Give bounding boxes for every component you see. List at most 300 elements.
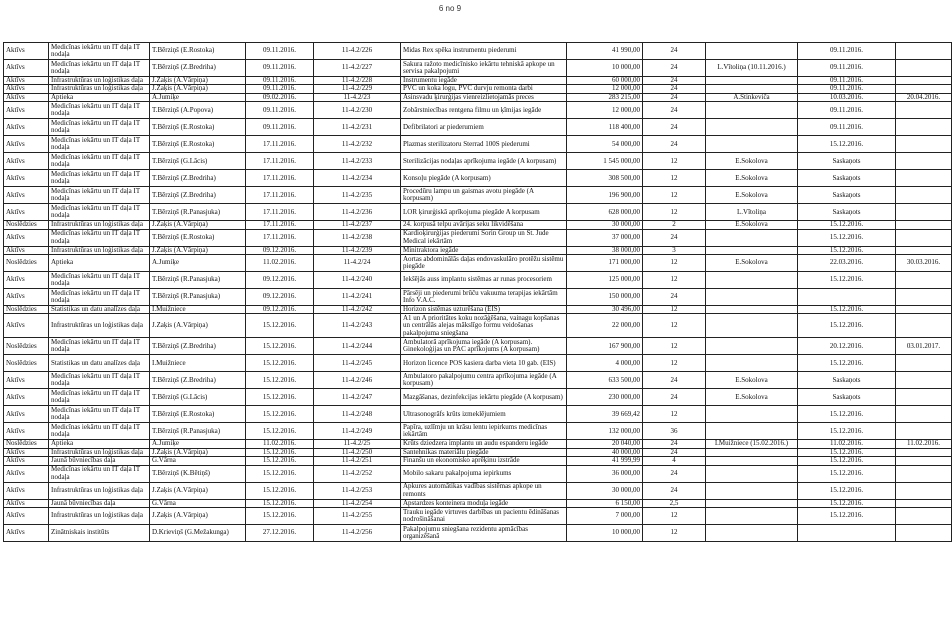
reg-number-cell: 11-4.2/247 <box>314 389 401 406</box>
date-cell: 15.12.2016. <box>246 423 314 440</box>
approver-cell <box>706 102 798 119</box>
approver-cell <box>706 499 798 507</box>
responsible-cell: I.Muižniece <box>150 355 246 372</box>
department-cell: Medicīnas iekārtu un IT daļa IT nodaļa <box>49 187 150 204</box>
approval-date-cell: 15.12.2016. <box>798 448 896 456</box>
reg-number-cell: 11-4.2/238 <box>314 229 401 246</box>
reg-number-cell: 11-4.2/228 <box>314 77 401 85</box>
term-cell: 24 <box>643 448 706 456</box>
date-cell: 11.02.2016. <box>246 255 314 272</box>
subject-cell: Santehnikas materiālu piegāde <box>401 448 567 456</box>
approval-date-cell: 15.12.2016. <box>798 482 896 499</box>
table-row <box>4 389 952 406</box>
closed-date-cell <box>896 314 952 338</box>
term-cell: 12 <box>643 508 706 525</box>
department-cell: Aptieka <box>49 440 150 448</box>
department-cell: Medicīnas iekārtu un IT daļa IT nodaļa <box>49 272 150 289</box>
closed-date-cell <box>896 170 952 187</box>
subject-cell: Apkures automātikas vadības sistēmas apkope un remonts <box>401 482 567 499</box>
status-cell: Aktīvs <box>4 372 49 389</box>
responsible-cell: T.Bērziņš (E.Rostoka) <box>150 229 246 246</box>
subject-cell: Kardioķirurģijas piederumi Sorin Group un St. Jude Medical iekārtām <box>401 229 567 246</box>
closed-date-cell <box>896 246 952 254</box>
status-cell: Aktīvs <box>4 43 49 60</box>
responsible-cell: T.Bērziņš (A.Popova) <box>150 102 246 119</box>
responsible-cell: J.Zaķis (A.Vārpiņa) <box>150 221 246 229</box>
table-row <box>4 60 952 77</box>
subject-cell: Procedūru lampu un gaismas avotu piegāde (A korpusam) <box>401 187 567 204</box>
amount-cell: 118 400,00 <box>567 119 643 136</box>
approver-cell: E.Sokolova <box>706 255 798 272</box>
subject-cell: Ultrasonogrāfs krūts izmeklējumiem <box>401 406 567 423</box>
approval-date-cell: 15.12.2016. <box>798 272 896 289</box>
closed-date-cell <box>896 221 952 229</box>
department-cell: Medicīnas iekārtu un IT daļa IT nodaļa <box>49 170 150 187</box>
approval-date-cell: 15.12.2016. <box>798 465 896 482</box>
reg-number-cell: 11-4.2/25 <box>314 440 401 448</box>
subject-cell: Zobārstniecības rentgena filmu un ķīmijas iegāde <box>401 102 567 119</box>
closed-date-cell <box>896 448 952 456</box>
status-cell: Aktīvs <box>4 170 49 187</box>
closed-date-cell <box>896 423 952 440</box>
reg-number-cell: 11-4.2/248 <box>314 406 401 423</box>
status-cell: Aktīvs <box>4 204 49 221</box>
term-cell: 12 <box>643 170 706 187</box>
subject-cell: Aortas abdominālās daļas endovaskulāro protēžu sistēmu piegāde <box>401 255 567 272</box>
closed-date-cell <box>896 372 952 389</box>
responsible-cell: T.Bērziņš (Z.Bredriha) <box>150 60 246 77</box>
status-cell: Noslēdzies <box>4 255 49 272</box>
subject-cell: 24. korpusā telpu avārijas seku likvidēšana <box>401 221 567 229</box>
amount-cell: 633 500,00 <box>567 372 643 389</box>
date-cell: 17.11.2016. <box>246 229 314 246</box>
department-cell: Medicīnas iekārtu un IT daļa IT nodaļa <box>49 102 150 119</box>
term-cell: 12 <box>643 255 706 272</box>
status-cell: Aktīvs <box>4 465 49 482</box>
reg-number-cell: 11-4.2/239 <box>314 246 401 254</box>
closed-date-cell <box>896 153 952 170</box>
approver-cell: E.Sokolova <box>706 170 798 187</box>
subject-cell: A1 un A prioritātes koku nozāģēšana, vainagu kopšanas un centrālās alejas mākslīgo formu veidošanas pakalpojuma sniegšana <box>401 314 567 338</box>
amount-cell: 38 000,00 <box>567 246 643 254</box>
term-cell: 24 <box>643 289 706 306</box>
department-cell: Statistikas un datu analīzes daļa <box>49 306 150 314</box>
approver-cell <box>706 43 798 60</box>
department-cell: Medicīnas iekārtu un IT daļa IT nodaļa <box>49 229 150 246</box>
closed-date-cell <box>896 355 952 372</box>
amount-cell: 30 000,00 <box>567 482 643 499</box>
approver-cell: L.Vītoliņa <box>706 204 798 221</box>
approver-cell <box>706 448 798 456</box>
department-cell: Medicīnas iekārtu un IT daļa IT nodaļa <box>49 153 150 170</box>
status-cell: Noslēdzies <box>4 440 49 448</box>
closed-date-cell <box>896 499 952 507</box>
term-cell: 36 <box>643 423 706 440</box>
subject-cell: Mobilo sakaru pakalpojuma iepirkums <box>401 465 567 482</box>
approver-cell <box>706 272 798 289</box>
amount-cell: 10 000,00 <box>567 60 643 77</box>
approver-cell <box>706 355 798 372</box>
approver-cell <box>706 423 798 440</box>
approval-date-cell: 15.12.2016. <box>798 457 896 465</box>
subject-cell: Konsoļu piegāde (A korpusam) <box>401 170 567 187</box>
status-cell: Aktīvs <box>4 482 49 499</box>
responsible-cell: G.Vārna <box>150 499 246 507</box>
responsible-cell: J.Zaķis (A.Vārpiņa) <box>150 482 246 499</box>
amount-cell: 171 000,00 <box>567 255 643 272</box>
status-cell: Aktīvs <box>4 448 49 456</box>
closed-date-cell <box>896 525 952 542</box>
subject-cell: Midas Rex spēka instrumentu piederumi <box>401 43 567 60</box>
subject-cell: Pārsēji un piederumi brūču vakuuma terapijas iekārtām Info V.A.C. <box>401 289 567 306</box>
status-cell: Aktīvs <box>4 85 49 93</box>
closed-date-cell <box>896 119 952 136</box>
reg-number-cell: 11-4.2/246 <box>314 372 401 389</box>
status-cell: Aktīvs <box>4 153 49 170</box>
approver-cell <box>706 508 798 525</box>
amount-cell: 37 000,00 <box>567 229 643 246</box>
responsible-cell: T.Bērziņš (Z.Bredriha) <box>150 187 246 204</box>
approver-cell: E.Sokolova <box>706 153 798 170</box>
department-cell: Jaunā būvniecības daļa <box>49 457 150 465</box>
approver-cell <box>706 406 798 423</box>
responsible-cell: T.Bērziņš (Z.Bredriha) <box>150 338 246 355</box>
reg-number-cell: 11-4.2/249 <box>314 423 401 440</box>
date-cell: 09.11.2016. <box>246 43 314 60</box>
responsible-cell: T.Bērziņš (R.Panasjuka) <box>150 289 246 306</box>
reg-number-cell: 11-4.2/243 <box>314 314 401 338</box>
responsible-cell: J.Zaķis (A.Vārpiņa) <box>150 508 246 525</box>
term-cell: 24 <box>643 229 706 246</box>
responsible-cell: T.Bērziņš (E.Rostoka) <box>150 43 246 60</box>
amount-cell: 283 215,00 <box>567 93 643 101</box>
table-row <box>4 221 952 229</box>
approver-cell <box>706 457 798 465</box>
subject-cell: Sakura ražoto medicīnisko iekārtu tehniskā apkope un servisa pakalpojumi <box>401 60 567 77</box>
reg-number-cell: 11-4.2/232 <box>314 136 401 153</box>
approver-cell: E.Sokolova <box>706 187 798 204</box>
status-cell: Aktīvs <box>4 508 49 525</box>
department-cell: Infrastruktūras un loģistikas daļa <box>49 85 150 93</box>
responsible-cell: I.Muižniece <box>150 306 246 314</box>
approver-cell <box>706 525 798 542</box>
date-cell: 15.12.2016. <box>246 355 314 372</box>
subject-cell: Sterilizācijas nodaļas aprīkojuma iegāde (A korpusam) <box>401 153 567 170</box>
subject-cell: Minitraktora iegāde <box>401 246 567 254</box>
approval-date-cell: 09.11.2016. <box>798 60 896 77</box>
amount-cell: 54 000,00 <box>567 136 643 153</box>
status-cell: Aktīvs <box>4 246 49 254</box>
term-cell: 24 <box>643 93 706 101</box>
closed-date-cell <box>896 60 952 77</box>
term-cell: 24 <box>643 372 706 389</box>
date-cell: 15.12.2016. <box>246 457 314 465</box>
reg-number-cell: 11-4.2/245 <box>314 355 401 372</box>
status-cell: Noslēdzies <box>4 306 49 314</box>
reg-number-cell: 11-4.2/253 <box>314 482 401 499</box>
date-cell: 09.12.2016. <box>246 306 314 314</box>
amount-cell: 132 000,00 <box>567 423 643 440</box>
reg-number-cell: 11-4.2/244 <box>314 338 401 355</box>
department-cell: Medicīnas iekārtu un IT daļa IT nodaļa <box>49 406 150 423</box>
amount-cell: 41 990,00 <box>567 43 643 60</box>
approver-cell <box>706 465 798 482</box>
table-row <box>4 119 952 136</box>
date-cell: 11.02.2016. <box>246 440 314 448</box>
status-cell: Aktīvs <box>4 423 49 440</box>
term-cell: 12 <box>643 153 706 170</box>
approval-date-cell: 09.11.2016. <box>798 85 896 93</box>
date-cell: 09.12.2016. <box>246 289 314 306</box>
responsible-cell: T.Bērziņš (Z.Bredriha) <box>150 372 246 389</box>
reg-number-cell: 11-4.2/241 <box>314 289 401 306</box>
reg-number-cell: 11-4.2/240 <box>314 272 401 289</box>
closed-date-cell <box>896 457 952 465</box>
amount-cell: 125 000,00 <box>567 272 643 289</box>
approver-cell: I.Muižniece (15.02.2016.) <box>706 440 798 448</box>
status-cell: Aktīvs <box>4 457 49 465</box>
amount-cell: 30 000,00 <box>567 221 643 229</box>
responsible-cell: T.Bērziņš (K.Bētiņš) <box>150 465 246 482</box>
approval-date-cell: 15.12.2016. <box>798 246 896 254</box>
approver-cell: E.Sokolova <box>706 372 798 389</box>
approval-date-cell: Saskaņots <box>798 187 896 204</box>
responsible-cell: T.Bērziņš (G.Lācis) <box>150 389 246 406</box>
date-cell: 15.12.2016. <box>246 372 314 389</box>
table-row <box>4 43 952 60</box>
date-cell: 15.12.2016. <box>246 508 314 525</box>
table-row <box>4 406 952 423</box>
approval-date-cell: 15.12.2016. <box>798 406 896 423</box>
term-cell: 24 <box>643 43 706 60</box>
approval-date-cell: 11.02.2016. <box>798 440 896 448</box>
status-cell: Aktīvs <box>4 406 49 423</box>
closed-date-cell <box>896 229 952 246</box>
closed-date-cell <box>896 187 952 204</box>
department-cell: Infrastruktūras un loģistikas daļa <box>49 508 150 525</box>
responsible-cell: T.Bērziņš (R.Panasjuka) <box>150 272 246 289</box>
status-cell: Noslēdzies <box>4 338 49 355</box>
approval-date-cell: 22.03.2016. <box>798 255 896 272</box>
reg-number-cell: 11-4.2/235 <box>314 187 401 204</box>
amount-cell: 7 000,00 <box>567 508 643 525</box>
approval-date-cell <box>798 289 896 306</box>
reg-number-cell: 11-4.2/24 <box>314 255 401 272</box>
status-cell: Aktīvs <box>4 389 49 406</box>
amount-cell: 41 999,99 <box>567 457 643 465</box>
closed-date-cell <box>896 272 952 289</box>
department-cell: Medicīnas iekārtu un IT daļa IT nodaļa <box>49 43 150 60</box>
department-cell: Medicīnas iekārtu un IT daļa IT nodaļa <box>49 372 150 389</box>
term-cell: 12 <box>643 204 706 221</box>
reg-number-cell: 11-4.2/252 <box>314 465 401 482</box>
reg-number-cell: 11-4.2/251 <box>314 457 401 465</box>
table-row <box>4 246 952 254</box>
closed-date-cell <box>896 306 952 314</box>
approver-cell <box>706 314 798 338</box>
amount-cell: 150 000,00 <box>567 289 643 306</box>
reg-number-cell: 11-4.2/255 <box>314 508 401 525</box>
term-cell: 24 <box>643 389 706 406</box>
department-cell: Medicīnas iekārtu un IT daļa IT nodaļa <box>49 338 150 355</box>
amount-cell: 40 000,00 <box>567 448 643 456</box>
department-cell: Medicīnas iekārtu un IT daļa IT nodaļa <box>49 389 150 406</box>
table-row <box>4 525 952 542</box>
date-cell: 09.12.2016. <box>246 246 314 254</box>
responsible-cell: T.Bērziņš (R.Panasjuka) <box>150 204 246 221</box>
amount-cell: 22 000,00 <box>567 314 643 338</box>
approver-cell <box>706 289 798 306</box>
department-cell: Zinātniskais institūts <box>49 525 150 542</box>
reg-number-cell: 11-4.2/242 <box>314 306 401 314</box>
table-row <box>4 170 952 187</box>
department-cell: Infrastruktūras un loģistikas daļa <box>49 448 150 456</box>
amount-cell: 10 000,00 <box>567 525 643 542</box>
reg-number-cell: 11-4.2/256 <box>314 525 401 542</box>
reg-number-cell: 11-4.2/254 <box>314 499 401 507</box>
amount-cell: 308 500,00 <box>567 170 643 187</box>
amount-cell: 196 900,00 <box>567 187 643 204</box>
subject-cell: Iekšējās auss implantu sistēmas ar runas procesoriem <box>401 272 567 289</box>
term-cell: 4 <box>643 457 706 465</box>
term-cell: 24 <box>643 440 706 448</box>
approver-cell <box>706 136 798 153</box>
department-cell: Medicīnas iekārtu un IT daļa IT nodaļa <box>49 289 150 306</box>
subject-cell: Mazgāšanas, dezinfekcijas iekārtu piegāde (A korpusam) <box>401 389 567 406</box>
date-cell: 17.11.2016. <box>246 204 314 221</box>
responsible-cell: T.Bērziņš (G.Lācis) <box>150 153 246 170</box>
term-cell: 24 <box>643 77 706 85</box>
approver-cell: E.Sokolova <box>706 389 798 406</box>
reg-number-cell: 11-4.2/227 <box>314 60 401 77</box>
date-cell: 17.11.2016. <box>246 187 314 204</box>
approval-date-cell: 15.12.2016. <box>798 508 896 525</box>
approval-date-cell: 15.12.2016. <box>798 423 896 440</box>
approval-date-cell: Saskaņots <box>798 153 896 170</box>
table-row <box>4 306 952 314</box>
table-row <box>4 187 952 204</box>
status-cell: Aktīvs <box>4 136 49 153</box>
term-cell: 24 <box>643 136 706 153</box>
subject-cell: Trauku iegāde virtuves darbības un pacientu ēdināšanas nodrošināšanai <box>401 508 567 525</box>
date-cell: 15.12.2016. <box>246 314 314 338</box>
approval-date-cell: Saskaņots <box>798 372 896 389</box>
amount-cell: 6 150,00 <box>567 499 643 507</box>
department-cell: Medicīnas iekārtu un IT daļa IT nodaļa <box>49 60 150 77</box>
responsible-cell: G.Vārna <box>150 457 246 465</box>
approver-cell <box>706 306 798 314</box>
reg-number-cell: 11-4.2/226 <box>314 43 401 60</box>
term-cell: 12 <box>643 355 706 372</box>
department-cell: Aptieka <box>49 255 150 272</box>
department-cell: Medicīnas iekārtu un IT daļa IT nodaļa <box>49 119 150 136</box>
closed-date-cell <box>896 43 952 60</box>
table-row <box>4 136 952 153</box>
department-cell: Infrastruktūras un loģistikas daļa <box>49 246 150 254</box>
responsible-cell: T.Bērziņš (R.Panasjuka) <box>150 423 246 440</box>
responsible-cell: J.Zaķis (A.Vārpiņa) <box>150 448 246 456</box>
amount-cell: 230 000,00 <box>567 389 643 406</box>
date-cell: 09.11.2016. <box>246 102 314 119</box>
responsible-cell: A.Jumiķe <box>150 440 246 448</box>
table-row <box>4 229 952 246</box>
status-cell: Aktīvs <box>4 229 49 246</box>
closed-date-cell: 30.03.2016. <box>896 255 952 272</box>
subject-cell: Papīra, uzlīmju un krāsu lentu iepirkums medicīnas iekārtām <box>401 423 567 440</box>
status-cell: Aktīvs <box>4 187 49 204</box>
date-cell: 15.12.2016. <box>246 465 314 482</box>
term-cell: 24 <box>643 102 706 119</box>
table-row <box>4 204 952 221</box>
approval-date-cell: 15.12.2016. <box>798 136 896 153</box>
closed-date-cell <box>896 389 952 406</box>
date-cell: 09.11.2016. <box>246 119 314 136</box>
reg-number-cell: 11-4.2/250 <box>314 448 401 456</box>
subject-cell: Defibrilatori ar piederumiem <box>401 119 567 136</box>
approval-date-cell: 15.12.2016. <box>798 306 896 314</box>
responsible-cell: J.Zaķis (A.Vārpiņa) <box>150 246 246 254</box>
term-cell: 12 <box>643 314 706 338</box>
subject-cell: Ambulatorā aprīkojuma iegāde (A korpusam). Ginekoloģijas un PAC aprīkojums (A korpusam) <box>401 338 567 355</box>
status-cell: Aktīvs <box>4 119 49 136</box>
closed-date-cell <box>896 406 952 423</box>
amount-cell: 30 496,00 <box>567 306 643 314</box>
date-cell: 09.11.2016. <box>246 77 314 85</box>
subject-cell: Finanšu un ekonomisko aprēķinu izstrāde <box>401 457 567 465</box>
amount-cell: 60 000,00 <box>567 77 643 85</box>
responsible-cell: T.Bērziņš (E.Rostoka) <box>150 406 246 423</box>
approval-date-cell: Saskaņots <box>798 389 896 406</box>
approver-cell <box>706 338 798 355</box>
table-row <box>4 423 952 440</box>
term-cell: 24 <box>643 119 706 136</box>
approval-date-cell: 10.03.2016. <box>798 93 896 101</box>
closed-date-cell <box>896 482 952 499</box>
table-row <box>4 153 952 170</box>
date-cell: 15.12.2016. <box>246 406 314 423</box>
approval-date-cell: 09.11.2016. <box>798 102 896 119</box>
responsible-cell: A.Jumiķe <box>150 255 246 272</box>
subject-cell: Apstardzes konteinera moduļa iegāde <box>401 499 567 507</box>
department-cell: Jaunā būvniecības daļa <box>49 499 150 507</box>
term-cell: 3 <box>643 246 706 254</box>
date-cell: 09.02.2016. <box>246 93 314 101</box>
responsible-cell: J.Zaķis (A.Vārpiņa) <box>150 85 246 93</box>
table-row <box>4 272 952 289</box>
subject-cell: Instrumentu iegāde <box>401 77 567 85</box>
approver-cell <box>706 77 798 85</box>
date-cell: 15.12.2016. <box>246 482 314 499</box>
responsible-cell: J.Zaķis (A.Vārpiņa) <box>150 314 246 338</box>
department-cell: Medicīnas iekārtu un IT daļa IT nodaļa <box>49 423 150 440</box>
date-cell: 15.12.2016. <box>246 448 314 456</box>
date-cell: 09.12.2016. <box>246 272 314 289</box>
subject-cell: Horizon sistēmas uzturēšana (EIS) <box>401 306 567 314</box>
amount-cell: 20 040,00 <box>567 440 643 448</box>
department-cell: Infrastruktūras un loģistikas daļa <box>49 221 150 229</box>
approver-cell <box>706 119 798 136</box>
department-cell: Infrastruktūras un loģistikas daļa <box>49 314 150 338</box>
approval-date-cell: 15.12.2016. <box>798 355 896 372</box>
table-row <box>4 93 952 101</box>
term-cell: 12 <box>643 406 706 423</box>
table-row <box>4 355 952 372</box>
procurement-register-table <box>3 42 952 542</box>
approval-date-cell: 09.11.2016. <box>798 77 896 85</box>
closed-date-cell: 11.02.2016. <box>896 440 952 448</box>
date-cell: 17.11.2016. <box>246 170 314 187</box>
reg-number-cell: 11-4.2/229 <box>314 85 401 93</box>
